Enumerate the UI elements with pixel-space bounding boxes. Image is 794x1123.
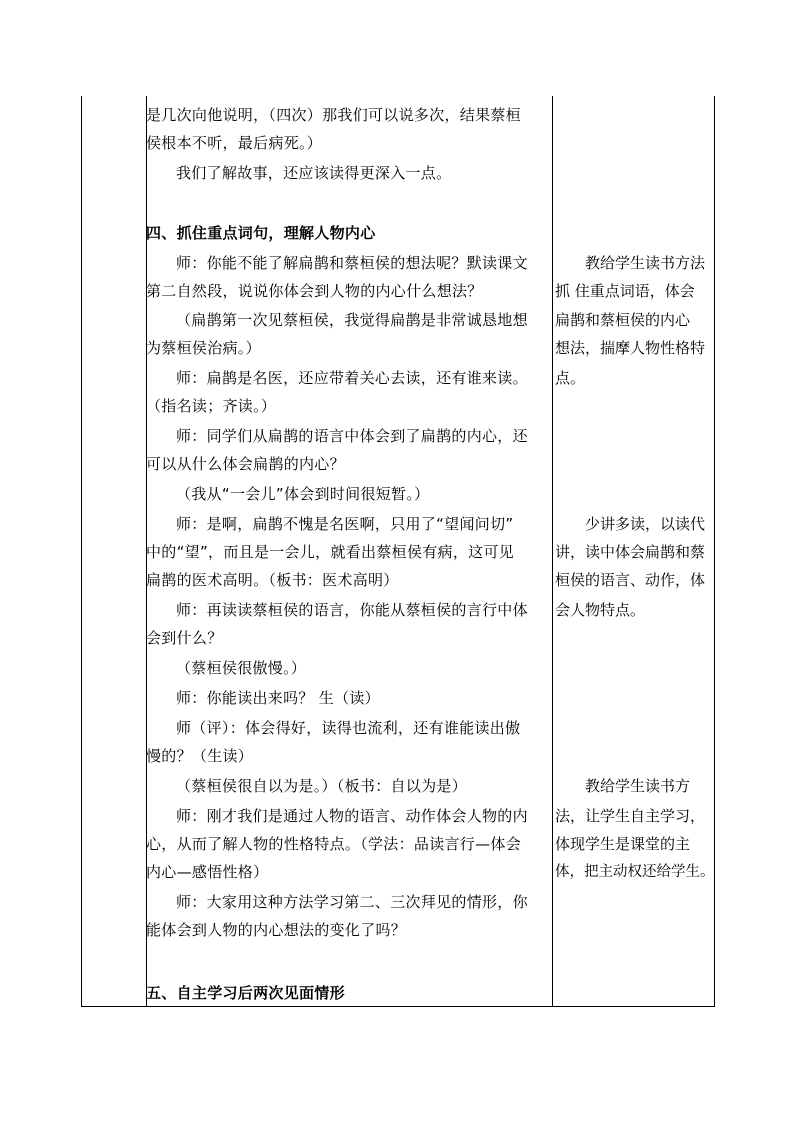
text-line: 可以从什么体会扁鹊的内心？ — [146, 455, 345, 473]
section-heading: 五、自主学习后两次见面情形 — [146, 984, 345, 1002]
text-line: 师（评）：体会得好，读得也流利，还有谁能读出傲 — [176, 719, 521, 737]
text-line: 是几次向他说明，（四次）那我们可以说多次，结果蔡桓 — [146, 106, 522, 124]
note-line: 体，把主动权还给学生。 — [555, 864, 715, 880]
text-line: 师：你能读出来吗？ 生（读） — [176, 689, 380, 707]
table-left-border — [81, 96, 82, 1007]
note-line: 讲，读中体会扁鹊和蔡 — [555, 543, 706, 561]
text-line: （我从“一会儿”体会到时间很短暂。） — [176, 485, 430, 503]
note-line: 会人物特点。 — [555, 601, 646, 619]
text-line: 侯根本不听，最后病死。） — [146, 134, 323, 152]
text-line: （指名读；齐读。） — [146, 397, 277, 415]
text-line: 师：同学们从扁鹊的语言中体会到了扁鹊的内心，还 — [176, 427, 528, 445]
text-line: 师：大家用这种方法学习第二、三次拜见的情形，你 — [176, 893, 528, 911]
text-line: （蔡桓侯很自以为是。）（板书：自以为是） — [176, 777, 468, 795]
text-line: 师：是啊，扁鹊不愧是名医啊，只用了“望闻问切” — [176, 515, 514, 533]
text-line: 为蔡桓侯治病。） — [146, 339, 261, 357]
note-line: 教给学生读书方法 — [585, 254, 706, 272]
table-bottom-border — [81, 1006, 715, 1007]
text-line: 中的“望”，而且是一会儿，就看出蔡桓侯有病，这可见 — [146, 543, 515, 561]
note-line: 桓侯的语言、动作，体 — [555, 571, 706, 589]
note-line: 少讲多读，以读代 — [585, 515, 706, 533]
note-line: 抓 住重点词语，体会 — [555, 282, 695, 300]
section-heading: 四、抓住重点词句，理解人物内心 — [146, 224, 376, 242]
text-line: 师：刚才我们是通过人物的语言、动作体会人物的内 — [176, 807, 528, 825]
column-separator — [552, 96, 553, 1007]
text-line: 扁鹊的医术高明。（板书：医术高明） — [146, 571, 399, 589]
text-line: 内心—感悟性格） — [146, 863, 269, 881]
text-line: （蔡桓侯很傲慢。） — [176, 659, 307, 677]
note-line: 想法，揣摩人物性格特 — [555, 339, 706, 357]
text-line: 第二自然段，说说你体会到人物的内心什么想法？ — [146, 282, 483, 300]
note-line: 点。 — [555, 369, 586, 387]
text-line: （扁鹊第一次见蔡桓侯，我觉得扁鹊是非常诚恳地想 — [176, 311, 528, 329]
note-line: 法，让学生自主学习， — [555, 807, 706, 825]
text-line: 师：你能不能了解扁鹊和蔡桓侯的想法呢？默读课文 — [176, 254, 528, 272]
text-line: 心，从而了解人物的性格特点。（学法：品读言行—体会 — [146, 835, 522, 853]
text-line: 师：扁鹊是名医，还应带着关心去读，还有谁来读。 — [176, 369, 528, 387]
text-line: 我们了解故事，还应该读得更深入一点。 — [176, 164, 452, 182]
note-line: 教给学生读书方 — [585, 777, 691, 795]
note-line: 扁鹊和蔡桓侯的内心 — [555, 311, 691, 329]
text-line: 能体会到人物的内心想法的变化了吗？ — [146, 921, 407, 939]
text-line: 师：再读读蔡桓侯的语言，你能从蔡桓侯的言行中体 — [176, 601, 528, 619]
note-line: 体现学生是课堂的主 — [555, 835, 691, 853]
text-line: 慢的？（生读） — [146, 747, 254, 765]
text-line: 会到什么？ — [146, 629, 223, 647]
